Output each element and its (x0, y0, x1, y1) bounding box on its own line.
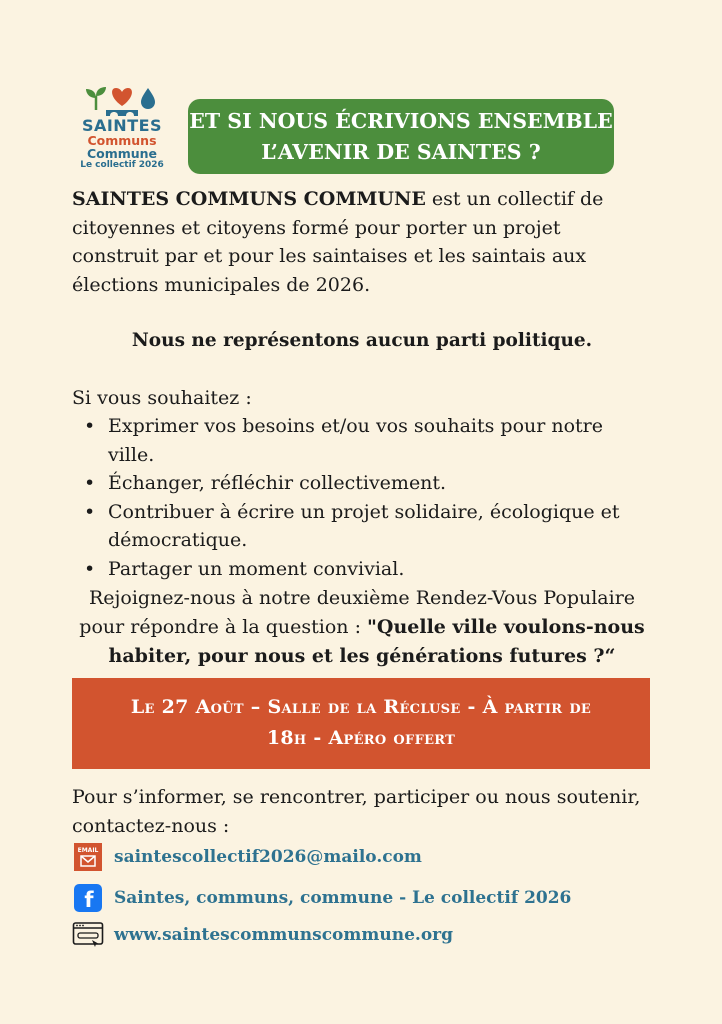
list-item: • Contribuer à écrire un projet solidaire, écologique et démocratique. (108, 498, 652, 555)
headline-line-2: L’AVENIR DE SAINTES ? (261, 140, 541, 164)
wishes-list (72, 412, 652, 583)
contact-facebook-row[interactable] (72, 881, 632, 915)
browser-icon (72, 919, 104, 951)
political-notice: Nous ne représentons aucun parti politique. (131, 330, 593, 351)
logo-tagline: Le collectif 2026 (80, 160, 164, 170)
invitation-lead: pour répondre à la question : (79, 616, 368, 638)
logo-subtitle-communs: Communs (87, 133, 157, 148)
logo-title: SAINTES (81, 116, 163, 135)
logo-emblem (80, 84, 164, 118)
facebook-link[interactable]: Saintes, communs, commune - Le collectif 2026 (114, 888, 572, 908)
heart-icon (112, 88, 132, 106)
intro-paragraph (72, 185, 652, 299)
facebook-icon-letter: f (84, 888, 94, 912)
headline-box (188, 99, 614, 174)
contact-email-row[interactable] (72, 840, 632, 874)
email-icon-label: EMAIL (77, 847, 99, 854)
list-item: • Partager un moment convivial. (108, 555, 652, 584)
facebook-icon (72, 882, 104, 914)
invitation-question: "Quelle ville voulons-nous habiter, pour nous et les générations futures ?“ (108, 616, 645, 667)
collective-name: SAINTES COMMUNS COMMUNE (72, 188, 426, 210)
invitation-text (72, 584, 652, 671)
event-details-line-1: Le 27 Août – Salle de la Récluse - À partir de (130, 696, 592, 718)
invitation-line-1: Rejoignez-nous à notre deuxième Rendez-Vous Populaire (88, 587, 636, 609)
invitation-line-2 (72, 613, 652, 671)
logo-subtitle-commune: Commune (86, 146, 158, 161)
event-details-line-2: 18h - Apéro offert (266, 727, 456, 749)
water-drop-icon (141, 88, 155, 109)
list-item: • Exprimer vos besoins et/ou vos souhaits pour notre ville. (108, 412, 652, 469)
list-item: • Échanger, réfléchir collectivement. (108, 469, 652, 498)
email-link[interactable]: saintescollectif2026@mailo.com (114, 847, 422, 867)
contact-intro: Pour s’informer, se rencontrer, participer ou nous soutenir, contactez-nous : (72, 786, 641, 837)
email-icon (72, 841, 104, 873)
sprout-icon (86, 87, 106, 110)
headline-line-1: ET SI NOUS ÉCRIVIONS ENSEMBLE (189, 109, 613, 133)
event-banner (72, 678, 650, 769)
contact-website-row[interactable] (72, 918, 632, 952)
website-link[interactable]: www.saintescommunscommune.org (114, 925, 454, 945)
wishes-title: Si vous souhaitez : (72, 387, 252, 409)
collective-logo (72, 82, 172, 182)
intro-text: est un collectif de citoyennes et citoyens formé pour porter un projet construit par et pour les saintaises et les saintais aux élections municipales de 2026. (72, 188, 604, 296)
